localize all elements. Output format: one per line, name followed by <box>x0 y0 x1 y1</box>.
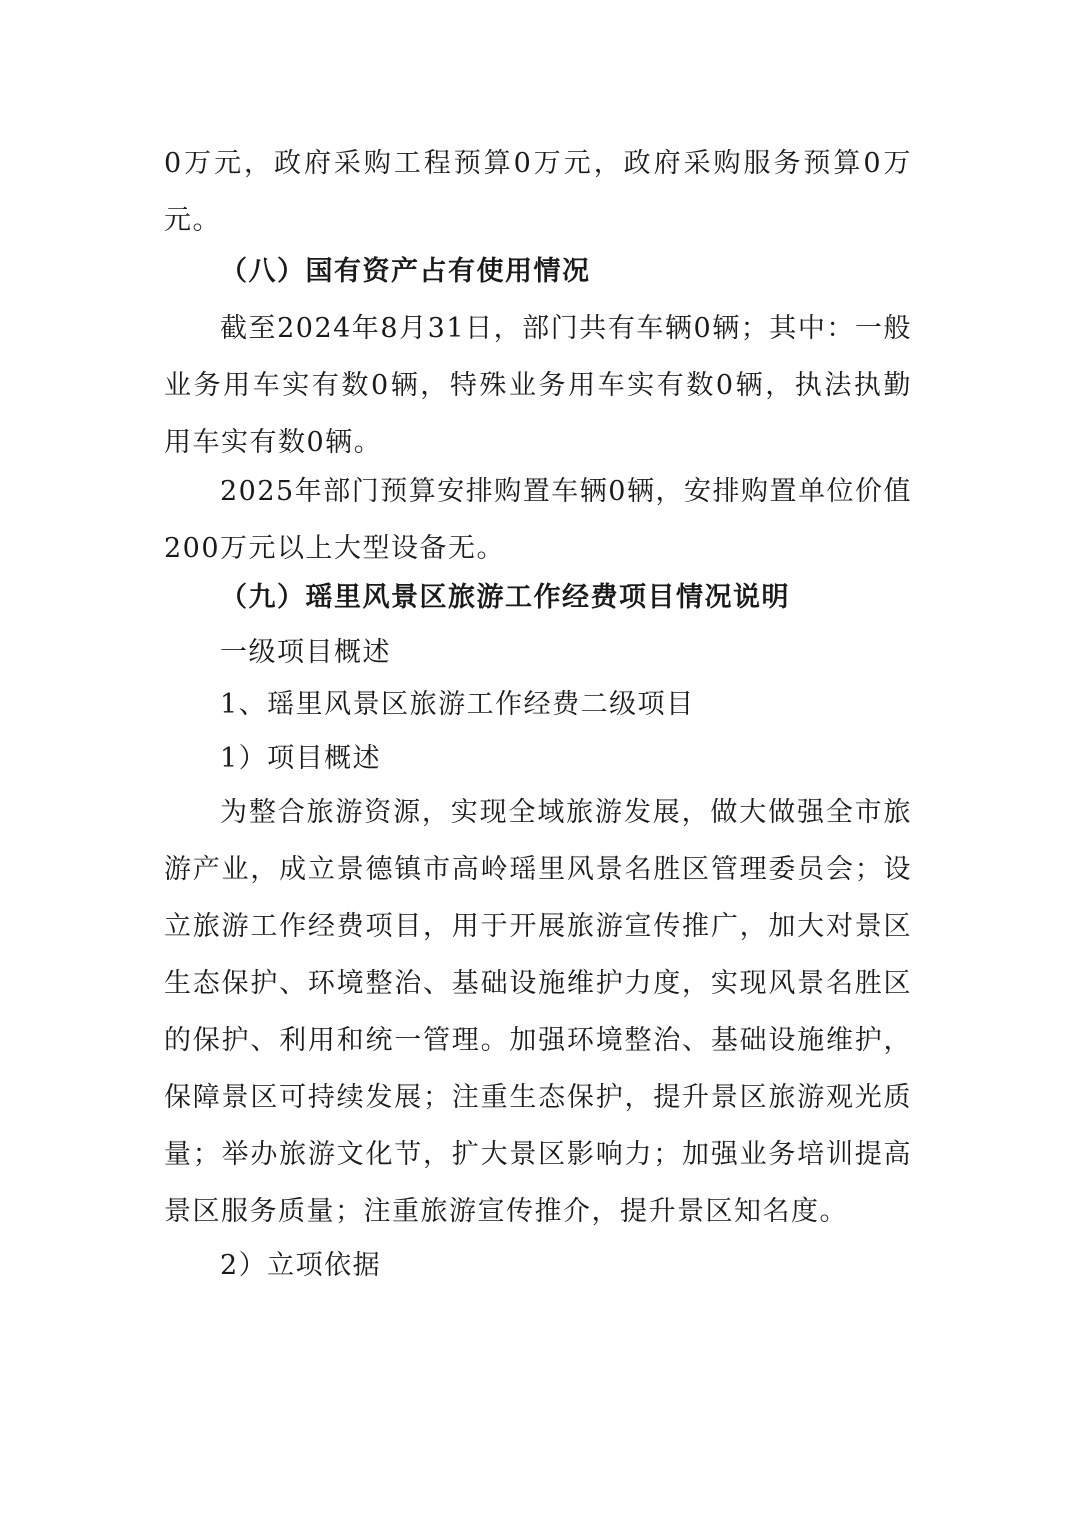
paragraph-procurement-budget: 0万元，政府采购工程预算0万元，政府采购服务预算0万元。 <box>164 148 912 236</box>
subheading-level1-overview: 一级项目概述 <box>220 637 391 668</box>
subheading-project-basis: 2）立项依据 <box>220 1250 382 1281</box>
subheading-level2-project: 1、瑶里风景区旅游工作经费二级项目 <box>220 689 695 720</box>
subheading-project-overview: 1）项目概述 <box>220 743 382 774</box>
section-heading-yaoli-project: （九）瑶里风景区旅游工作经费项目情况说明 <box>220 582 790 613</box>
paragraph-purchase-plan: 2025年部门预算安排购置车辆0辆，安排购置单位价值200万元以上大型设备无。 <box>164 476 912 564</box>
paragraph-vehicles: 截至2024年8月31日，部门共有车辆0辆；其中：一般业务用车实有数0辆，特殊业务用车实有数0辆，执法执勤用车实有数0辆。 <box>164 313 912 458</box>
paragraph-project-description: 为整合旅游资源，实现全域旅游发展，做大做强全市旅游产业，成立景德镇市高岭瑶里风景名胜区管理委员会；设立旅游工作经费项目，用于开展旅游宣传推广，加大对景区生态保护、环境整治、基础设施维护力度，实现风景名胜区的保护、利用和统一管理。加强环境整治、基础设施维护，保障景区可持续发展；注重生态保护，提升景区旅游观光质量；举办旅游文化节，扩大景区影响力；加强业务培训提高景区服务质量；注重旅游宣传推介，提升景区知名度。 <box>164 797 912 1227</box>
section-heading-state-assets: （八）国有资产占有使用情况 <box>220 256 591 287</box>
